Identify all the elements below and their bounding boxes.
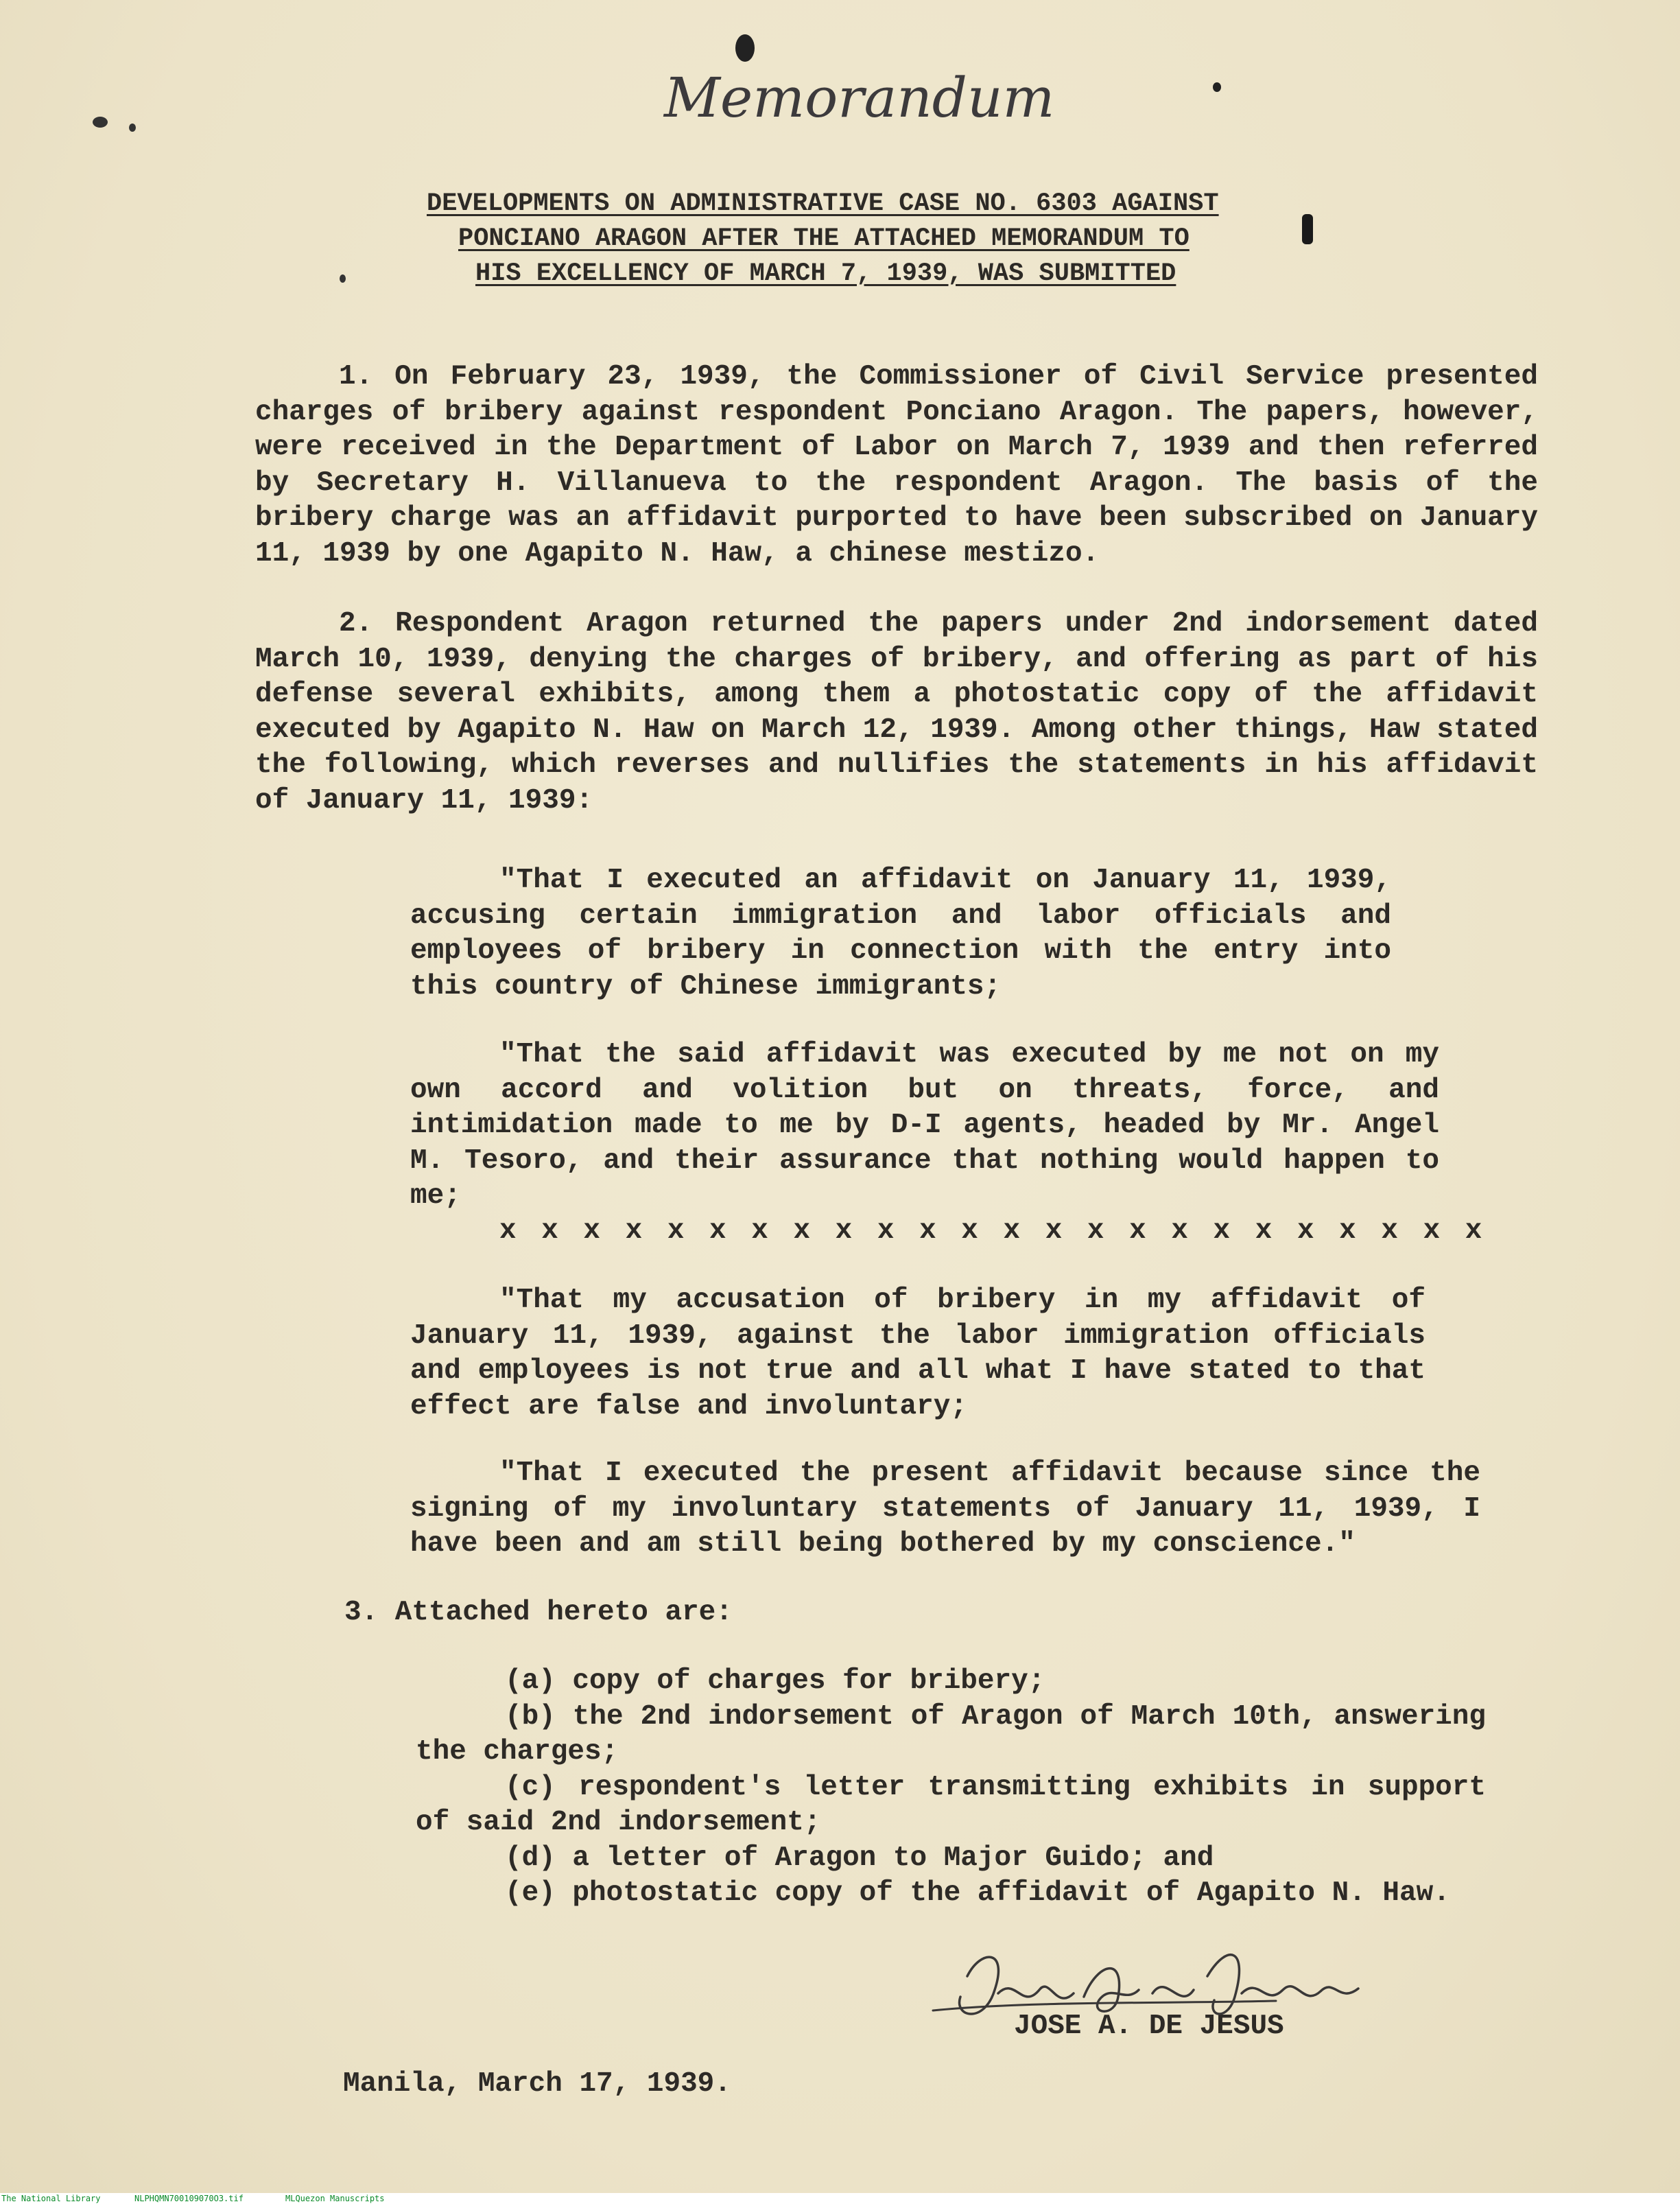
- attachment-b: (b) the 2nd indorsement of Aragon of March 10th, answering the charges;: [416, 1700, 1486, 1768]
- separator: x x x x x x x x x x x x x x x x x x x x x x x x: [499, 1215, 1487, 1247]
- title-line-3: HIS EXCELLENCY OF MARCH 7, 1939, WAS SUBMITTED: [475, 259, 1176, 288]
- paragraph-2-text: 2. Respondent Aragon returned the papers under 2nd indorsement dated March 10, 1939, denying the charges of bribery, and offering as part of his defense several exhibits, among them a photostatic copy of the affidavit executed by Agapito N. Haw on March 12, 1939. Among other things, Haw stated the following, which reverses and nullifies the statements in his affidavit of January 11, 1939:: [255, 608, 1538, 817]
- attachment-a: (a) copy of charges for bribery;: [505, 1665, 1045, 1697]
- footer-library: The National Library: [1, 2194, 101, 2203]
- ink-speck: [129, 124, 136, 132]
- quote-3: [410, 1283, 1425, 1425]
- quote-3-text: "That my accusation of bribery in my affidavit of January 11, 1939, against the labor immigration officials and employees is not true and all what I have stated to that effect are false and involuntary;: [410, 1285, 1425, 1422]
- quote-4-text: "That I executed the present affidavit because since the signing of my involuntary statements of January 11, 1939, I have been and am still being bothered by my conscience.": [410, 1457, 1480, 1560]
- footer-collection: MLQuezon Manuscripts: [285, 2194, 385, 2203]
- quote-2: [410, 1037, 1439, 1215]
- quote-4: [410, 1456, 1480, 1562]
- attachment-c: (c) respondent's letter transmitting exhibits in support of said 2nd indorsement;: [416, 1771, 1486, 1838]
- title-line-2: PONCIANO ARAGON AFTER THE ATTACHED MEMORANDUM TO: [458, 224, 1190, 253]
- ink-speck: [340, 274, 346, 283]
- quote-1-text: "That I executed an affidavit on January 11, 1939, accusing certain immigration and labor officials and employees of bribery in connection with the entry into this country of Chinese immigrants;: [410, 865, 1391, 1003]
- scan-footer: [0, 2193, 1680, 2204]
- handwritten-signature: [919, 1935, 1399, 2059]
- attachment-e: (e) photostatic copy of the affidavit of Agapito N. Haw.: [505, 1877, 1450, 1909]
- ink-speck: [93, 117, 108, 128]
- punch-hole: [735, 34, 755, 62]
- attachment-list: [416, 1664, 1486, 1912]
- place-date: Manila, March 17, 1939.: [343, 2068, 731, 2100]
- paragraph-2: [255, 607, 1538, 819]
- signatory-name: JOSE A. DE JESUS: [1014, 2010, 1284, 2042]
- quote-1: [410, 863, 1391, 1005]
- paragraph-3-intro: 3. Attached hereto are:: [344, 1597, 733, 1628]
- paragraph-1-text: 1. On February 23, 1939, the Commissioner of Civil Service presented charges of bribery against respondent Ponciano Aragon. The papers, however, were received in the Department of Labor on March 7, 1939 and then referred by Secretary H. Villanueva to the respondent Aragon. The basis of the bribery charge was an affidavit purported to have been subscribed on January 11, 1939 by one Agapito N. Haw, a chinese mestizo.: [255, 361, 1538, 570]
- ink-speck: [1213, 82, 1221, 92]
- handwritten-title: Memorandum: [664, 66, 1055, 130]
- ink-speck: [1302, 214, 1313, 244]
- paragraph-1: [255, 360, 1538, 572]
- footer-file: NLPHQMN700109070O3.tif: [134, 2194, 244, 2203]
- quote-2-text: "That the said affidavit was executed by me not on my own accord and volition but on threats, force, and intimidation made to me by D-I agents, headed by Mr. Angel M. Tesoro, and their assurance that nothing would happen to me;: [410, 1039, 1439, 1212]
- attachment-d: (d) a letter of Aragon to Major Guido; and: [505, 1842, 1214, 1874]
- title-line-1: DEVELOPMENTS ON ADMINISTRATIVE CASE NO. 6303 AGAINST: [427, 189, 1219, 218]
